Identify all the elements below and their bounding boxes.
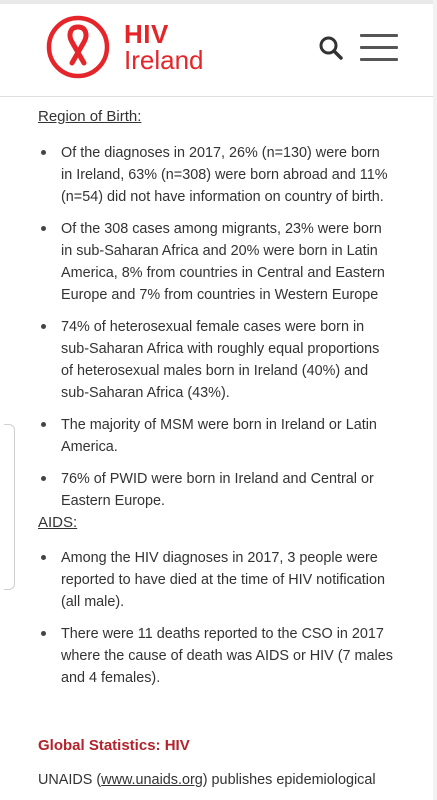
list-item [38, 623, 393, 689]
bullet [41, 422, 46, 427]
list-item-text: 74% of heterosexual female cases were born in sub-Saharan Africa with roughly equal proportions of heterosexual males born in Ireland (40%) and sub-Saharan Africa (43%). [61, 319, 380, 401]
list-item [38, 316, 393, 404]
menu-bar [360, 34, 398, 37]
side-bracket-decoration [4, 424, 15, 590]
list-item [38, 414, 393, 458]
hamburger-menu-icon[interactable] [360, 34, 398, 62]
aids-list [38, 547, 393, 699]
menu-bar [360, 46, 398, 49]
list-item [38, 468, 393, 512]
list-item-text: The majority of MSM were born in Ireland or Latin America. [61, 417, 377, 455]
aids-heading: AIDS: [38, 514, 78, 531]
list-item-text: Of the diagnoses in 2017, 26% (n=130) were born in Ireland, 63% (n=308) were born abroad and 11% (n=54) did not have information on country of birth. [61, 145, 388, 205]
menu-bar [360, 58, 398, 61]
unaids-link[interactable]: www.unaids.org [101, 772, 203, 788]
list-item [38, 142, 393, 208]
region-of-birth-list [38, 142, 393, 522]
bullet [41, 555, 46, 560]
brand-logo-text[interactable] [124, 21, 204, 73]
bullet [41, 226, 46, 231]
intro-suffix: ) publishes epidemiological [202, 772, 376, 788]
site-header [0, 4, 433, 97]
brand-line-hiv: HIV [124, 19, 169, 49]
unaids-intro [38, 772, 376, 788]
bullet [41, 324, 46, 329]
bullet [41, 476, 46, 481]
list-item-text: 76% of PWID were born in Ireland and Central or Eastern Europe. [61, 471, 374, 509]
brand-line-ireland: Ireland [124, 45, 204, 75]
red-ribbon-icon[interactable] [46, 15, 110, 79]
bullet [41, 150, 46, 155]
scrollbar-track[interactable] [433, 0, 437, 800]
list-item-text: Among the HIV diagnoses in 2017, 3 people were reported to have died at the time of HIV notification (all male). [61, 550, 385, 610]
list-item [38, 218, 393, 306]
list-item-text: There were 11 deaths reported to the CSO in 2017 where the cause of death was AIDS or HIV (7 males and 4 females). [61, 626, 393, 686]
list-item-text: Of the 308 cases among migrants, 23% were born in sub-Saharan Africa and 20% were born in Latin America, 8% from countries in Central and Eastern Europe and 7% from countries in Western Europe [61, 221, 385, 303]
list-item [38, 547, 393, 613]
search-icon[interactable] [318, 35, 344, 61]
bullet [41, 631, 46, 636]
global-statistics-title: Global Statistics: HIV [38, 737, 190, 754]
intro-prefix: UNAIDS ( [38, 772, 102, 788]
region-of-birth-heading: Region of Birth: [38, 108, 142, 125]
